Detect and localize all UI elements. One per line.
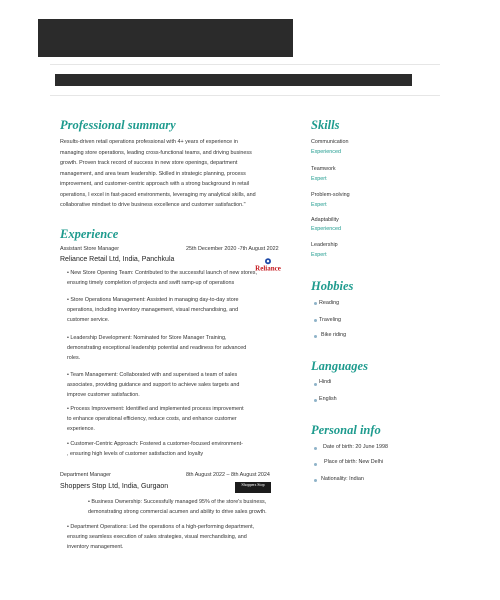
summary-line: operations, I excel in fast-paced environments, leveraging my analytical skills, and: [60, 191, 256, 198]
bullet-line: demonstrating strong commercial acumen and ability to drive sales growth.: [88, 509, 267, 515]
bullet-line: , ensuring high levels of customer satisfaction and loyalty: [67, 451, 204, 457]
job1-bullet: [67, 439, 292, 459]
summary-line: management, and area team leadership. Skilled in strategic planning, process: [60, 170, 246, 177]
skill-level: Expert: [311, 202, 327, 208]
bullet-dot-icon: [314, 335, 317, 338]
skill-level: Experienced: [311, 149, 341, 155]
job1-bullet: [67, 404, 292, 434]
hobby-item: Reading: [319, 300, 340, 306]
job2-bullet: [67, 522, 292, 552]
reliance-logo-text: Reliance: [255, 264, 281, 272]
personal-item: Date of birth: 20 June 1998: [323, 444, 389, 450]
job1-company: Reliance Retail Ltd, India, Panchkula: [60, 256, 175, 263]
bullet-dot-icon: [314, 319, 317, 322]
personal-item: Nationality: Indian: [321, 476, 364, 482]
job1-bullet: [67, 268, 292, 288]
contact-bar: [55, 74, 412, 86]
job1-bullet: [67, 295, 292, 325]
summary-title: Professional summary: [60, 118, 176, 132]
bullet-line: ensuring seamless execution of sales strategies, visual merchandising, and: [67, 534, 247, 540]
divider-mid: [50, 95, 440, 96]
job1-dates: 25th December 2020 -7th August 2022: [186, 246, 279, 252]
skill-level: Expert: [311, 176, 327, 182]
bullet-dot-icon: [314, 399, 317, 402]
skill-name: Problem-solving: [311, 192, 350, 198]
skill-level: Experienced: [311, 226, 341, 232]
summary-line: growth. Proven track record of success in new store openings, department: [60, 160, 238, 166]
bullet-line: operations, including inventory management, visual merchandising, and: [67, 307, 239, 313]
skills-title: Skills: [311, 118, 340, 132]
summary-line: managing store operations, leading cross-functional teams, and driving business: [60, 149, 252, 156]
bullet-line: • Store Operations Management: Assisted in managing day-to-day store: [67, 297, 239, 303]
job2-company: Shoppers Stop Ltd, India, Gurgaon: [60, 483, 169, 490]
bullet-line: • New Store Opening Team: Contributed to the successful launch of new stores,: [67, 270, 257, 276]
bullet-line: improve customer satisfaction.: [67, 392, 140, 398]
bullet-dot-icon: [314, 383, 317, 386]
bullet-line: associates, providing guidance and support to achieve sales targets and: [67, 382, 240, 388]
hobby-item: Bike riding: [321, 332, 347, 338]
job2-bullet: [88, 497, 303, 517]
divider-top: [50, 64, 440, 65]
language-item: Hindi: [319, 379, 332, 385]
name-header-block: [38, 19, 293, 57]
bullet-dot-icon: [314, 302, 317, 305]
job2-dates: 8th August 2022 – 8th August 2024: [186, 472, 270, 478]
summary-text: [60, 137, 300, 211]
job2-role: Department Manager: [60, 472, 111, 478]
skill-name: Adaptability: [311, 217, 339, 223]
job1-bullet: [67, 333, 292, 363]
bullet-line: • Team Management: Collaborated with and supervised a team of sales: [67, 372, 238, 378]
bullet-dot-icon: [314, 479, 317, 482]
bullet-line: • Department Operations: Led the operations of a high-performing department,: [67, 524, 255, 530]
skill-name: Communication: [311, 139, 349, 145]
skill-name: Teamwork: [311, 166, 336, 172]
bullet-line: to enhance operational efficiency, reduce costs, and enhance customer: [67, 416, 237, 422]
shoppers-stop-logo: Shoppers Stop: [235, 482, 271, 493]
bullet-dot-icon: [314, 463, 317, 466]
job1-role: Assistant Store Manager: [60, 246, 120, 252]
personal-item: Place of birth: New Delhi: [324, 459, 384, 465]
summary-line: improvement, and customer-centric approach with a strong background in retail: [60, 181, 250, 187]
hobby-item: Traveling: [319, 317, 341, 323]
languages-title: Languages: [311, 359, 368, 373]
language-item: English: [319, 396, 337, 402]
skill-name: Leadership: [311, 242, 338, 248]
bullet-line: demonstrating exceptional leadership potential and readiness for advanced: [67, 345, 247, 351]
bullet-line: experience.: [67, 426, 95, 432]
bullet-line: customer service.: [67, 317, 110, 323]
bullet-line: • Process Improvement: Identified and implemented process improvement: [67, 406, 244, 412]
job1-bullet: [67, 370, 292, 400]
personal-title: Personal info: [311, 423, 381, 437]
skill-level: Expert: [311, 252, 327, 258]
summary-line: collaborative mindset to drive business excellence and customer satisfaction.": [60, 202, 246, 208]
bullet-line: • Customer-Centric Approach: Fostered a customer-focused environment-: [67, 441, 243, 447]
bullet-line: • Business Ownership: Successfully managed 95% of the store's business,: [88, 499, 267, 505]
bullet-line: ensuring timely completion of projects and swift ramp-up of operations: [67, 280, 235, 286]
bullet-line: roles.: [67, 355, 81, 361]
experience-title: Experience: [60, 227, 119, 241]
bullet-line: inventory management.: [67, 544, 124, 550]
hobbies-title: Hobbies: [311, 279, 354, 293]
summary-line: Results-driven retail operations professional with 4+ years of experience in: [60, 139, 238, 145]
bullet-line: • Leadership Development: Nominated for Store Manager Training,: [67, 335, 227, 341]
bullet-dot-icon: [314, 447, 317, 450]
